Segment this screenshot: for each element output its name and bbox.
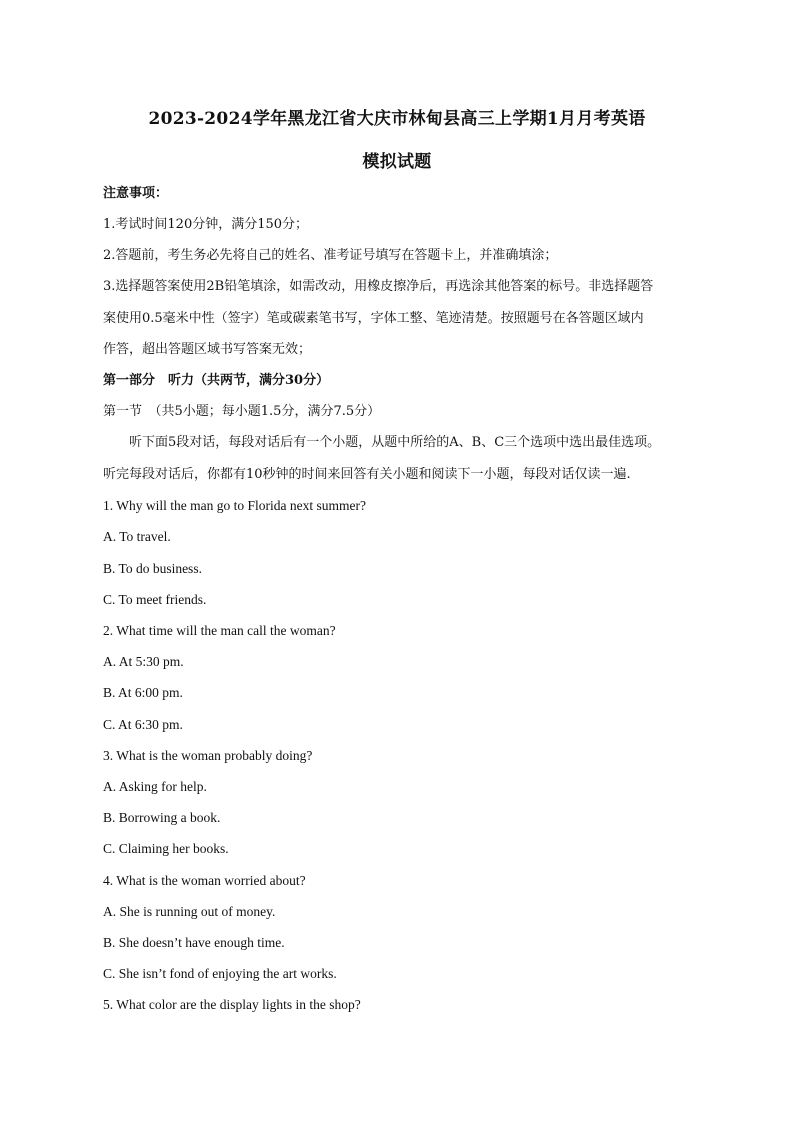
question-option: A. Asking for help. <box>103 779 207 794</box>
question-option: A. To travel. <box>103 529 171 544</box>
part-heading: 第一部分 听力（共两节，满分30分） <box>103 373 330 388</box>
section-instructions: 听完每段对话后，你都有10秒钟的时间来回答有关小题和阅读下一小题，每段对话仅读一遍. <box>103 467 631 482</box>
question-option: C. At 6:30 pm. <box>103 717 183 732</box>
question-stem: 3. What is the woman probably doing? <box>103 748 313 763</box>
exam-title-line-2: 模拟试题 <box>362 152 432 172</box>
question-option: A. She is running out of money. <box>103 904 276 919</box>
question-stem: 1. Why will the man go to Florida next summer? <box>103 498 366 513</box>
question-stem: 4. What is the woman worried about? <box>103 873 306 888</box>
question-option: C. She isn’t fond of enjoying the art works. <box>103 966 337 981</box>
notice-item: 2.答题前，考生务必先将自己的姓名、准考证号填写在答题卡上，并准确填涂； <box>103 248 558 263</box>
notice-item-continuation: 案使用0.5毫米中性（签字）笔或碳素笔书写，字体工整、笔迹清楚。按照题号在各答题区域内 <box>103 311 644 326</box>
question-option: C. Claiming her books. <box>103 841 229 856</box>
question-stem: 5. What color are the display lights in the shop? <box>103 997 361 1012</box>
question-option: B. She doesn’t have enough time. <box>103 935 285 950</box>
section-heading: 第一节 （共5小题；每小题1.5分，满分7.5分） <box>103 404 381 419</box>
notice-item: 1.考试时间120分钟，满分150分； <box>103 217 309 232</box>
question-option: B. Borrowing a book. <box>103 810 221 825</box>
notice-item: 3.选择题答案使用2B铅笔填涂，如需改动，用橡皮擦净后，再选涂其他答案的标号。非选择题答 <box>103 279 654 294</box>
notice-heading: 注意事项： <box>103 186 169 201</box>
question-stem: 2. What time will the man call the woman? <box>103 623 336 638</box>
exam-title-line-1: 2023-2024学年黑龙江省大庆市林甸县高三上学期1月月考英语 <box>148 109 646 129</box>
question-option: B. At 6:00 pm. <box>103 685 183 700</box>
question-option: C. To meet friends. <box>103 592 207 607</box>
question-option: B. To do business. <box>103 561 202 576</box>
notice-item-continuation: 作答，超出答题区域书写答案无效； <box>103 342 312 357</box>
question-option: A. At 5:30 pm. <box>103 654 184 669</box>
section-instructions: 听下面5段对话，每段对话后有一个小题，从题中所给的A、B、C三个选项中选出最佳选项。 <box>129 435 661 450</box>
